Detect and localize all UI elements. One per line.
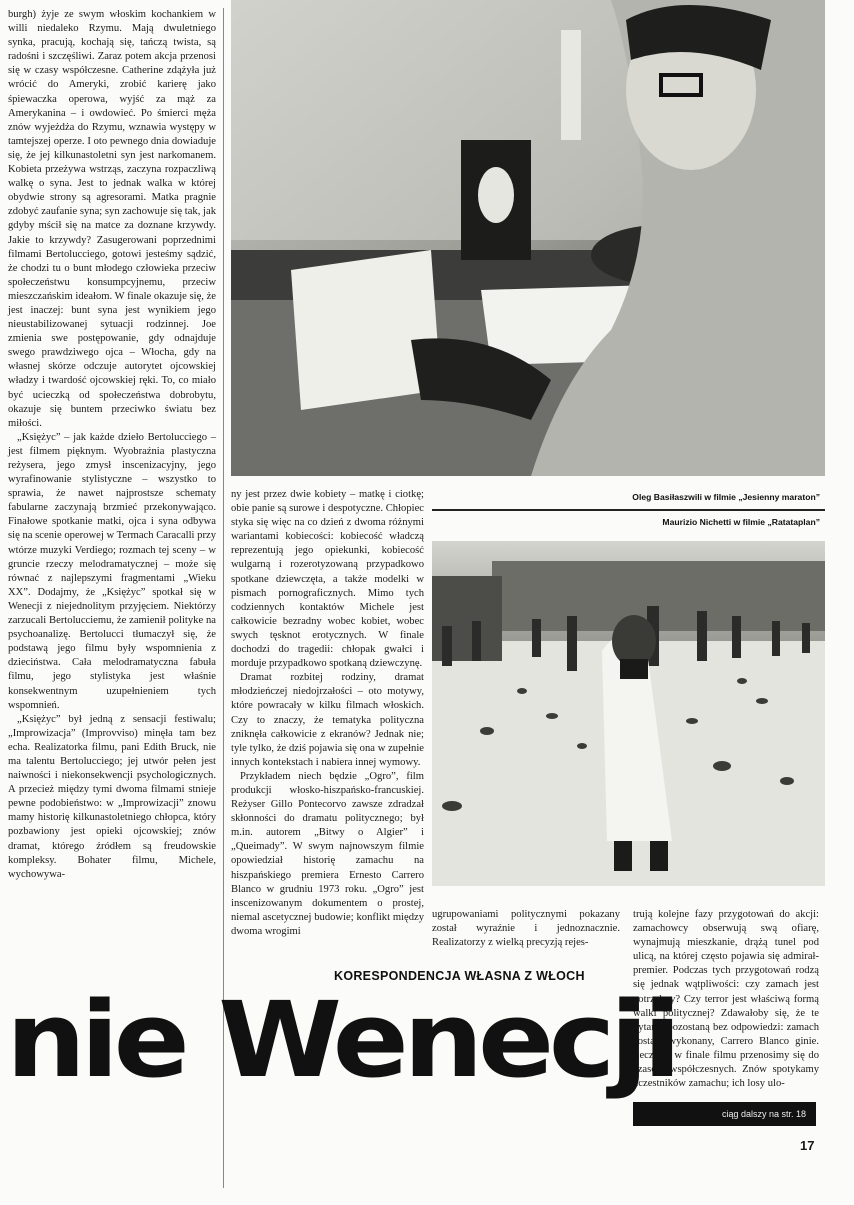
page-number: 17 xyxy=(800,1138,815,1153)
photo-film-still-2 xyxy=(432,541,825,886)
photo-caption-2: Maurizio Nichetti w filmie „Ratataplan” xyxy=(662,517,820,527)
paragraph: „Księżyc” był jedną z sensacji festiwalu; „Improwizacja” (Improvviso) minęła tam bez echa. Realizatorka filmu, pani Edith Bruck, nie ma talentu Bertolucciego; jej utwór pełen jest naiwności i niekonsekwencji psychologicznych. A przecież między tymi dwoma filmami stnieje pewne podobieństwo: w „Improwizacji” znowu mamy historię kilkunastoletniego chłopca, który pozbawiony jest opieki ojcowskiej; znów dramat, którego źródłem są freudowskie kompleksy. Bohater filmu, Michele, wychowywa- xyxy=(8,713,216,880)
article-column-2 xyxy=(231,488,424,939)
article-column-1 xyxy=(8,8,216,882)
caption-rule xyxy=(432,509,825,511)
article-column-3 xyxy=(432,908,620,950)
paragraph: Przykładem niech będzie „Ogro”, film produkcji włosko-hiszpańsko-francuskiej. Reżyser Gillo Pontecorvo zawsze zdradzał skłonności do dramatu politycznego; był m.in. autorem „Bitwy o Algier” i „Queimady”. W swym najnowszym filmie opowiedział historię zamachu na hiszpańskiego premiera Ernesto Carrero Blanco w grudniu 1973 roku. „Ogro” jest inscenizowanym dokumentem o prostej, niemal ascetycznej budowie; konflikt między dwoma wrogimi xyxy=(231,770,424,937)
photo-illustration-square-pigeons xyxy=(432,541,825,886)
paragraph: ny jest przez dwie kobiety – matkę i ciotkę; obie panie są surowe i despotyczne. Chłopiec styka się więc na co dzień z dwoma różnymi wariantami kobiecości: kobiecość władczą reprezentują jego opiekunki, kobiecość wulgarną i rozerotyzowaną przypadkowo spotkane dziewczęta, a także modelki w pismach pornograficznych. Mimo tych codziennych kontaktów Michele jest całkowicie bezradny wobec kobiet, wobec swych tęsknot erotycznych. W finale dochodzi do tragedii: chłopak gwałci i morduje przypadkowo spotkaną dziewczynę. xyxy=(231,489,424,670)
photo-caption-1: Oleg Basiłaszwili w filmie „Jesienny maraton” xyxy=(632,492,820,502)
article-subhead: KORESPONDENCJA WŁASNA Z WŁOCH xyxy=(334,969,585,983)
paragraph: Dramat rozbitej rodziny, dramat młodzieńczej niedojrzałości – oto motywy, które powracały w kilku filmach włoskich. Czy to znaczy, że tematyka polityczna zniknęła całkowicie z ekranów? Jednak nie; tyle tylko, że dziś pojawia się ona w zupełnie innych kontekstach i nabiera innej wymowy. xyxy=(231,672,424,768)
continued-notice: ciąg dalszy na str. 18 xyxy=(633,1102,816,1126)
photo-illustration-desk-scene xyxy=(231,0,825,476)
article-headline: nie Wenecji xyxy=(6,979,677,1101)
paragraph: ugrupowaniami politycznymi pokazany został wyraźnie i jednoznacznie. Realizatorzy z wielką precyzją rejes- xyxy=(432,909,620,949)
photo-film-still-1 xyxy=(231,0,825,476)
paragraph: burgh) żyje ze swym włoskim kochankiem w willi niedaleko Rzymu. Mają dwuletniego synka, pracują, kochają się, tańczą twista, są radośni i szczęśliwi. Zaraz potem akcja przenosi się w czasy współczesne. Catherine zdążyła już wrócić do Ameryki, zrobić karierę jako śpiewaczka operowa, wyjść za mąż za Amerykanina – i owdowieć. Po śmierci męża znów wyjeżdża do Rzymu, wznawia występy w tamtejszej operze. I oto pewnego dnia dowiaduje się, że jej kilkunastoletni syn jest narkomanem. Kobieta przeżywa wstrząs, zaczyna rozpaczliwą walkę o syna. Jest to jednak walka w której obydwie strony są agresorami. Matka pragnie zdobyć zaufanie syna; syn zachowuje się tak, jak gdyby mścił się na matce za doznane krzywdy. Jakie to krzywdy? Zasugerowani poprzednimi filmami Bertolucciego, gotowi jesteśmy sądzić, że chodzi tu o bunt młodego człowieka przeciw społeczeństwu konsumpcyjnemu, przeciw mieszczańskim ideałom. W finale okazuje się, że jest inaczej: bunt syna jest wynikiem jego nieustabilizowanej sytuacji rodzinnej. Joe zmienia swe postępowanie, gdy odnajduje swego prawdziwego ojca – Włocha, gdy na własnej skórze odczuje autorytet ojcowskiej władzy i twardość ojcowskiej ręki. To, co miało być ucieczką od społeczeństwa dobrobytu, okazuje się buntem przeciwko światu bez miłości. xyxy=(8,9,216,429)
paragraph: trują kolejne fazy przygotowań do akcji: zamachowcy obserwują swą ofiarę, wynajmują mieszkanie, drążą tunel pod ulicą, na której często pojawia się admirał-premier. Podczas tych przygotowań rodzą się jednak wątpliwości: czy zamach jest potrzebny? Czy terror jest właściwą formą walki politycznej? Zdawałoby się, że te pytania pozostaną bez odpowiedzi: zamach zostaje wykonany, Carrero Blanco ginie. Lecz oto w finale filmu przenosimy się do czasów współczesnych. Znów spotykamy uczestników zamachu; ich losy ulo- xyxy=(633,909,819,1090)
paragraph: „Księżyc” – jak każde dzieło Bertolucciego – jest filmem pięknym. Wyobraźnia plastyczna reżysera, jego zmysł inscenizacyjny, jego wyrafinowanie stylistyczne – wszystko to sprawia, że nawet najprostsze schematy fabularne zaczynają brzmieć przekonywająco. Finałowe spotkanie matki, ojca i syna odbywa się na scenie operowej w Termach Caracalli przy wtórze muzyki Verdiego; rozmach tej sceny – w gruncie rzeczy melodramatycznej – może się równać z najlepszymi fragmentami „Wieku XX”. Dodajmy, że „Księżyc” spotkał się w Wenecji z niejednolitym przyjęciem. Niektórzy zarzucali Bertolucciemu, że zamienił polityke na psychoanalizę. Bertolucci tłumaczył się, że podstawą jego filmu były wspomnienia z dzieciństwa. Cała melodramatyczna fabuła filmu, jego stylistyka jest właśnie konsekwentnym uzupełnieniem tych wspomnień. xyxy=(8,431,216,711)
